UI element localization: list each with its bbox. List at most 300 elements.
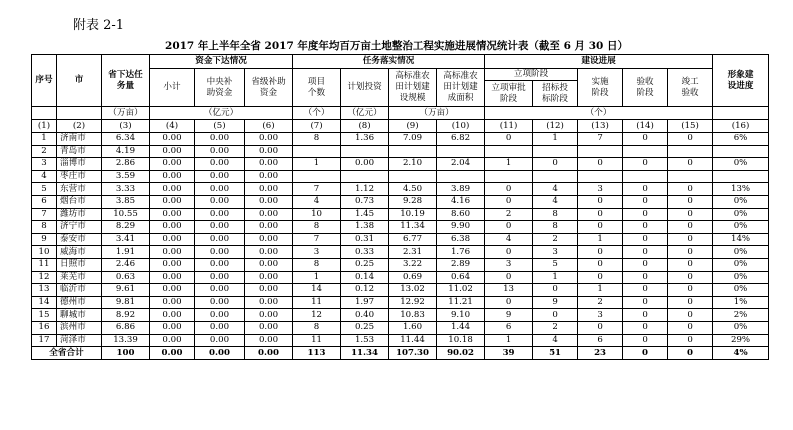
total-label: 全省合计 bbox=[32, 347, 102, 360]
cell-projects: 11 bbox=[293, 296, 341, 309]
header-task: 省下达任务量 bbox=[102, 55, 150, 107]
units-row bbox=[32, 107, 769, 120]
cell-invest: 0.31 bbox=[341, 233, 389, 246]
cell-acceptance: 0 bbox=[623, 296, 668, 309]
total-approval: 39 bbox=[485, 347, 533, 360]
cell-task: 1.91 bbox=[102, 246, 150, 259]
cell-provincial: 0.00 bbox=[245, 158, 293, 171]
col-number: (12) bbox=[533, 120, 578, 133]
cell-approval: 9 bbox=[485, 309, 533, 322]
cell-construction: 3 bbox=[578, 183, 623, 196]
cell-bidding: 0 bbox=[533, 158, 578, 171]
cell-city: 泰安市 bbox=[57, 233, 102, 246]
cell-approval: 0 bbox=[485, 183, 533, 196]
cell-scale: 0.69 bbox=[389, 271, 437, 284]
cell-projects: 7 bbox=[293, 183, 341, 196]
appendix-label: 附表 2-1 bbox=[73, 18, 125, 33]
cell-area: 6.82 bbox=[437, 133, 485, 146]
cell-area bbox=[437, 170, 485, 183]
cell-projects: 10 bbox=[293, 208, 341, 221]
cell-scale: 3.22 bbox=[389, 258, 437, 271]
cell-subtotal: 0.00 bbox=[150, 208, 195, 221]
cell-completion: 0 bbox=[668, 296, 713, 309]
cell-construction bbox=[578, 145, 623, 158]
cell-central: 0.00 bbox=[195, 158, 245, 171]
cell-task: 9.81 bbox=[102, 296, 150, 309]
cell-subtotal: 0.00 bbox=[150, 145, 195, 158]
cell-central: 0.00 bbox=[195, 296, 245, 309]
cell-bidding: 8 bbox=[533, 221, 578, 234]
cell-construction: 0 bbox=[578, 158, 623, 171]
cell-scale bbox=[389, 145, 437, 158]
cell-central: 0.00 bbox=[195, 334, 245, 347]
cell-completion: 0 bbox=[668, 233, 713, 246]
cell-city: 德州市 bbox=[57, 296, 102, 309]
cell-visual: 0% bbox=[713, 258, 769, 271]
table-row bbox=[32, 284, 769, 297]
cell-seq: 7 bbox=[32, 208, 57, 221]
cell-city: 莱芜市 bbox=[57, 271, 102, 284]
cell-provincial: 0.00 bbox=[245, 145, 293, 158]
cell-projects: 4 bbox=[293, 195, 341, 208]
cell-visual: 14% bbox=[713, 233, 769, 246]
cell-area: 2.89 bbox=[437, 258, 485, 271]
total-task: 100 bbox=[102, 347, 150, 360]
header-projects: 项目个数 bbox=[293, 69, 341, 107]
header-construction: 实施阶段 bbox=[578, 69, 623, 107]
cell-invest: 0.40 bbox=[341, 309, 389, 322]
cell-central: 0.00 bbox=[195, 271, 245, 284]
cell-area: 2.04 bbox=[437, 158, 485, 171]
cell-invest: 0.14 bbox=[341, 271, 389, 284]
cell-projects: 8 bbox=[293, 321, 341, 334]
col-number: (7) bbox=[293, 120, 341, 133]
progress-table bbox=[31, 54, 769, 360]
cell-completion: 0 bbox=[668, 133, 713, 146]
cell-task: 3.41 bbox=[102, 233, 150, 246]
header-funds-group: 资金下达情况 bbox=[150, 55, 293, 69]
cell-scale: 11.34 bbox=[389, 221, 437, 234]
cell-task: 0.63 bbox=[102, 271, 150, 284]
cell-seq: 16 bbox=[32, 321, 57, 334]
cell-approval: 0 bbox=[485, 195, 533, 208]
cell-scale: 12.92 bbox=[389, 296, 437, 309]
cell-seq: 14 bbox=[32, 296, 57, 309]
cell-approval: 0 bbox=[485, 296, 533, 309]
header-progress-group: 建设进展 bbox=[485, 55, 713, 69]
cell-provincial: 0.00 bbox=[245, 221, 293, 234]
col-number: (15) bbox=[668, 120, 713, 133]
cell-projects: 14 bbox=[293, 284, 341, 297]
cell-city: 日照市 bbox=[57, 258, 102, 271]
col-number: (8) bbox=[341, 120, 389, 133]
cell-seq: 17 bbox=[32, 334, 57, 347]
total-invest: 11.34 bbox=[341, 347, 389, 360]
col-number: (5) bbox=[195, 120, 245, 133]
cell-projects bbox=[293, 145, 341, 158]
total-row bbox=[32, 347, 769, 360]
cell-completion: 0 bbox=[668, 321, 713, 334]
cell-approval: 13 bbox=[485, 284, 533, 297]
cell-invest: 1.12 bbox=[341, 183, 389, 196]
cell-city: 青岛市 bbox=[57, 145, 102, 158]
cell-acceptance: 0 bbox=[623, 284, 668, 297]
cell-central: 0.00 bbox=[195, 246, 245, 259]
cell-subtotal: 0.00 bbox=[150, 170, 195, 183]
cell-central: 0.00 bbox=[195, 233, 245, 246]
header-approval-stage: 立项阶段 bbox=[485, 69, 578, 81]
total-completion: 0 bbox=[668, 347, 713, 360]
cell-approval: 0 bbox=[485, 221, 533, 234]
cell-scale: 7.09 bbox=[389, 133, 437, 146]
cell-scale: 1.60 bbox=[389, 321, 437, 334]
cell-bidding: 4 bbox=[533, 183, 578, 196]
cell-acceptance bbox=[623, 145, 668, 158]
cell-central: 0.00 bbox=[195, 208, 245, 221]
cell-subtotal: 0.00 bbox=[150, 221, 195, 234]
cell-bidding: 4 bbox=[533, 195, 578, 208]
col-number: (4) bbox=[150, 120, 195, 133]
cell-central: 0.00 bbox=[195, 183, 245, 196]
cell-construction: 6 bbox=[578, 334, 623, 347]
cell-visual: 0% bbox=[713, 321, 769, 334]
cell-task: 4.19 bbox=[102, 145, 150, 158]
cell-acceptance: 0 bbox=[623, 233, 668, 246]
table-row bbox=[32, 133, 769, 146]
cell-seq: 4 bbox=[32, 170, 57, 183]
cell-acceptance: 0 bbox=[623, 271, 668, 284]
cell-visual: 0% bbox=[713, 208, 769, 221]
cell-acceptance: 0 bbox=[623, 158, 668, 171]
cell-city: 聊城市 bbox=[57, 309, 102, 322]
cell-construction: 1 bbox=[578, 284, 623, 297]
cell-visual: 0% bbox=[713, 195, 769, 208]
header-completion: 竣工验收 bbox=[668, 69, 713, 107]
cell-city: 威海市 bbox=[57, 246, 102, 259]
cell-city: 烟台市 bbox=[57, 195, 102, 208]
table-row bbox=[32, 321, 769, 334]
cell-acceptance: 0 bbox=[623, 133, 668, 146]
cell-projects: 8 bbox=[293, 133, 341, 146]
table-row bbox=[32, 246, 769, 259]
total-projects: 113 bbox=[293, 347, 341, 360]
cell-central: 0.00 bbox=[195, 145, 245, 158]
total-construction: 23 bbox=[578, 347, 623, 360]
cell-visual: 0% bbox=[713, 158, 769, 171]
col-number: (11) bbox=[485, 120, 533, 133]
cell-bidding: 5 bbox=[533, 258, 578, 271]
cell-scale bbox=[389, 170, 437, 183]
cell-construction: 0 bbox=[578, 195, 623, 208]
cell-subtotal: 0.00 bbox=[150, 321, 195, 334]
cell-task: 10.55 bbox=[102, 208, 150, 221]
cell-acceptance: 0 bbox=[623, 183, 668, 196]
table-row bbox=[32, 221, 769, 234]
cell-approval: 1 bbox=[485, 158, 533, 171]
cell-task: 2.46 bbox=[102, 258, 150, 271]
header-visual: 形象建设进度 bbox=[713, 55, 769, 107]
cell-provincial: 0.00 bbox=[245, 208, 293, 221]
header-acceptance: 验收阶段 bbox=[623, 69, 668, 107]
cell-bidding: 1 bbox=[533, 133, 578, 146]
cell-invest: 1.45 bbox=[341, 208, 389, 221]
cell-approval: 2 bbox=[485, 208, 533, 221]
cell-task: 8.92 bbox=[102, 309, 150, 322]
cell-approval: 0 bbox=[485, 246, 533, 259]
cell-projects: 11 bbox=[293, 334, 341, 347]
cell-scale: 9.28 bbox=[389, 195, 437, 208]
cell-completion: 0 bbox=[668, 271, 713, 284]
table-row bbox=[32, 334, 769, 347]
cell-construction: 0 bbox=[578, 271, 623, 284]
cell-city: 济南市 bbox=[57, 133, 102, 146]
cell-area: 1.76 bbox=[437, 246, 485, 259]
cell-seq: 13 bbox=[32, 284, 57, 297]
cell-central: 0.00 bbox=[195, 284, 245, 297]
cell-city: 东营市 bbox=[57, 183, 102, 196]
total-subtotal: 0.00 bbox=[150, 347, 195, 360]
cell-central: 0.00 bbox=[195, 195, 245, 208]
unit-progress: （个） bbox=[485, 107, 713, 120]
cell-approval: 0 bbox=[485, 133, 533, 146]
cell-provincial: 0.00 bbox=[245, 334, 293, 347]
cell-visual: 0% bbox=[713, 284, 769, 297]
cell-invest: 0.73 bbox=[341, 195, 389, 208]
cell-completion: 0 bbox=[668, 258, 713, 271]
cell-subtotal: 0.00 bbox=[150, 195, 195, 208]
unit-funds: （亿元） bbox=[150, 107, 293, 120]
cell-completion: 0 bbox=[668, 309, 713, 322]
cell-bidding: 3 bbox=[533, 246, 578, 259]
table-row bbox=[32, 195, 769, 208]
cell-approval bbox=[485, 145, 533, 158]
cell-subtotal: 0.00 bbox=[150, 133, 195, 146]
unit-count: （个） bbox=[293, 107, 341, 120]
cell-scale: 6.77 bbox=[389, 233, 437, 246]
table-body bbox=[32, 133, 769, 347]
cell-seq: 12 bbox=[32, 271, 57, 284]
cell-subtotal: 0.00 bbox=[150, 158, 195, 171]
cell-subtotal: 0.00 bbox=[150, 296, 195, 309]
cell-subtotal: 0.00 bbox=[150, 233, 195, 246]
cell-projects: 8 bbox=[293, 258, 341, 271]
cell-seq: 6 bbox=[32, 195, 57, 208]
cell-area: 4.16 bbox=[437, 195, 485, 208]
cell-provincial: 0.00 bbox=[245, 296, 293, 309]
cell-subtotal: 0.00 bbox=[150, 258, 195, 271]
cell-scale: 13.02 bbox=[389, 284, 437, 297]
cell-visual bbox=[713, 145, 769, 158]
cell-projects: 3 bbox=[293, 246, 341, 259]
unit-invest: （亿元） bbox=[341, 107, 389, 120]
table-title: 2017 年上半年全省 2017 年度年均百万亩土地整治工程实施进展情况统计表（截至 6 月 30 日） bbox=[165, 40, 628, 52]
cell-bidding: 4 bbox=[533, 334, 578, 347]
cell-construction: 0 bbox=[578, 246, 623, 259]
table-row bbox=[32, 145, 769, 158]
cell-visual: 6% bbox=[713, 133, 769, 146]
cell-acceptance: 0 bbox=[623, 258, 668, 271]
cell-projects bbox=[293, 170, 341, 183]
cell-completion: 0 bbox=[668, 284, 713, 297]
cell-construction: 3 bbox=[578, 309, 623, 322]
total-bidding: 51 bbox=[533, 347, 578, 360]
table-row bbox=[32, 233, 769, 246]
cell-approval: 6 bbox=[485, 321, 533, 334]
cell-scale: 2.10 bbox=[389, 158, 437, 171]
unit-task: （万亩） bbox=[102, 107, 150, 120]
cell-invest: 0.33 bbox=[341, 246, 389, 259]
header-approval: 立项审批阶段 bbox=[485, 81, 533, 107]
cell-approval: 1 bbox=[485, 334, 533, 347]
cell-visual: 0% bbox=[713, 221, 769, 234]
column-number-row bbox=[32, 120, 769, 133]
cell-provincial: 0.00 bbox=[245, 271, 293, 284]
cell-acceptance bbox=[623, 170, 668, 183]
cell-provincial: 0.00 bbox=[245, 246, 293, 259]
cell-approval: 0 bbox=[485, 271, 533, 284]
cell-projects: 1 bbox=[293, 158, 341, 171]
cell-acceptance: 0 bbox=[623, 309, 668, 322]
cell-bidding: 1 bbox=[533, 271, 578, 284]
cell-city: 枣庄市 bbox=[57, 170, 102, 183]
cell-task: 6.34 bbox=[102, 133, 150, 146]
cell-completion: 0 bbox=[668, 208, 713, 221]
col-number: (9) bbox=[389, 120, 437, 133]
table-row bbox=[32, 208, 769, 221]
total-provincial: 0.00 bbox=[245, 347, 293, 360]
header-bidding: 招标投标阶段 bbox=[533, 81, 578, 107]
header-subtotal: 小计 bbox=[150, 69, 195, 107]
cell-completion: 0 bbox=[668, 246, 713, 259]
cell-task: 9.61 bbox=[102, 284, 150, 297]
cell-area: 9.10 bbox=[437, 309, 485, 322]
header-planned-invest: 计划投资 bbox=[341, 69, 389, 107]
cell-completion: 0 bbox=[668, 183, 713, 196]
cell-city: 潍坊市 bbox=[57, 208, 102, 221]
cell-invest: 1.38 bbox=[341, 221, 389, 234]
col-number: (1) bbox=[32, 120, 57, 133]
cell-acceptance: 0 bbox=[623, 195, 668, 208]
cell-bidding: 2 bbox=[533, 321, 578, 334]
cell-construction bbox=[578, 170, 623, 183]
col-number: (3) bbox=[102, 120, 150, 133]
header-built-area: 高标准农田计划建成面积 bbox=[437, 69, 485, 107]
cell-seq: 15 bbox=[32, 309, 57, 322]
cell-scale: 10.19 bbox=[389, 208, 437, 221]
cell-acceptance: 0 bbox=[623, 246, 668, 259]
cell-area: 3.89 bbox=[437, 183, 485, 196]
cell-projects: 12 bbox=[293, 309, 341, 322]
total-acceptance: 0 bbox=[623, 347, 668, 360]
cell-construction: 0 bbox=[578, 321, 623, 334]
cell-bidding: 2 bbox=[533, 233, 578, 246]
cell-visual: 1% bbox=[713, 296, 769, 309]
cell-seq: 10 bbox=[32, 246, 57, 259]
cell-seq: 11 bbox=[32, 258, 57, 271]
cell-provincial: 0.00 bbox=[245, 233, 293, 246]
cell-bidding: 9 bbox=[533, 296, 578, 309]
table-row bbox=[32, 309, 769, 322]
cell-provincial: 0.00 bbox=[245, 195, 293, 208]
cell-seq: 2 bbox=[32, 145, 57, 158]
cell-invest bbox=[341, 170, 389, 183]
cell-provincial: 0.00 bbox=[245, 284, 293, 297]
cell-provincial: 0.00 bbox=[245, 258, 293, 271]
cell-scale: 2.31 bbox=[389, 246, 437, 259]
table-row bbox=[32, 158, 769, 171]
cell-city: 临沂市 bbox=[57, 284, 102, 297]
header-implement-group: 任务落实情况 bbox=[293, 55, 485, 69]
cell-invest: 0.25 bbox=[341, 321, 389, 334]
cell-invest bbox=[341, 145, 389, 158]
cell-visual: 0% bbox=[713, 271, 769, 284]
col-number: (6) bbox=[245, 120, 293, 133]
cell-subtotal: 0.00 bbox=[150, 271, 195, 284]
cell-construction: 0 bbox=[578, 258, 623, 271]
header-city: 市 bbox=[57, 55, 102, 107]
table-row bbox=[32, 296, 769, 309]
cell-task: 6.86 bbox=[102, 321, 150, 334]
cell-area: 9.90 bbox=[437, 221, 485, 234]
header-planned-scale: 高标准农田计划建设规模 bbox=[389, 69, 437, 107]
cell-visual: 2% bbox=[713, 309, 769, 322]
cell-bidding bbox=[533, 170, 578, 183]
cell-area: 11.21 bbox=[437, 296, 485, 309]
cell-completion bbox=[668, 170, 713, 183]
cell-acceptance: 0 bbox=[623, 321, 668, 334]
cell-seq: 1 bbox=[32, 133, 57, 146]
table-row bbox=[32, 258, 769, 271]
cell-completion: 0 bbox=[668, 221, 713, 234]
cell-task: 3.85 bbox=[102, 195, 150, 208]
cell-seq: 5 bbox=[32, 183, 57, 196]
cell-city: 济宁市 bbox=[57, 221, 102, 234]
cell-central: 0.00 bbox=[195, 221, 245, 234]
col-number: (16) bbox=[713, 120, 769, 133]
cell-acceptance: 0 bbox=[623, 221, 668, 234]
cell-task: 3.33 bbox=[102, 183, 150, 196]
cell-area: 6.38 bbox=[437, 233, 485, 246]
cell-scale: 10.83 bbox=[389, 309, 437, 322]
cell-invest: 0.00 bbox=[341, 158, 389, 171]
cell-construction: 1 bbox=[578, 233, 623, 246]
total-central: 0.00 bbox=[195, 347, 245, 360]
cell-construction: 0 bbox=[578, 208, 623, 221]
cell-central: 0.00 bbox=[195, 170, 245, 183]
col-number: (14) bbox=[623, 120, 668, 133]
total-scale: 107.30 bbox=[389, 347, 437, 360]
cell-visual: 29% bbox=[713, 334, 769, 347]
cell-provincial: 0.00 bbox=[245, 133, 293, 146]
cell-area bbox=[437, 145, 485, 158]
cell-scale: 11.44 bbox=[389, 334, 437, 347]
cell-area: 0.64 bbox=[437, 271, 485, 284]
cell-central: 0.00 bbox=[195, 309, 245, 322]
cell-visual bbox=[713, 170, 769, 183]
cell-invest: 0.12 bbox=[341, 284, 389, 297]
cell-central: 0.00 bbox=[195, 133, 245, 146]
cell-bidding: 8 bbox=[533, 208, 578, 221]
cell-visual: 13% bbox=[713, 183, 769, 196]
cell-completion: 0 bbox=[668, 158, 713, 171]
cell-task: 3.59 bbox=[102, 170, 150, 183]
cell-subtotal: 0.00 bbox=[150, 246, 195, 259]
cell-projects: 7 bbox=[293, 233, 341, 246]
cell-provincial: 0.00 bbox=[245, 321, 293, 334]
cell-seq: 9 bbox=[32, 233, 57, 246]
cell-central: 0.00 bbox=[195, 258, 245, 271]
cell-seq: 3 bbox=[32, 158, 57, 171]
